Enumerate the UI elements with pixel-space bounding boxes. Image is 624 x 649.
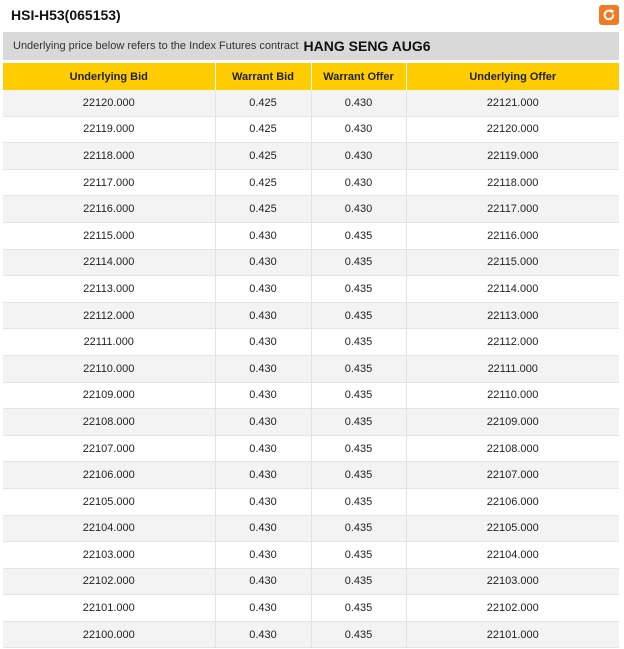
warrant-bid-cell: 0.430 [215, 382, 311, 409]
price-table [3, 63, 619, 648]
warrant-bid-cell: 0.430 [215, 568, 311, 595]
warrant-offer-cell: 0.430 [311, 116, 406, 143]
underlying-bid-cell: 22104.000 [3, 515, 215, 542]
table-row [3, 276, 619, 303]
underlying-note-text: Underlying price below refers to the Index Futures contract [13, 40, 299, 52]
warrant-bid-cell: 0.430 [215, 276, 311, 303]
warrant-bid-cell: 0.425 [215, 143, 311, 170]
underlying-bid-cell: 22101.000 [3, 595, 215, 622]
table-row [3, 169, 619, 196]
table-row [3, 435, 619, 462]
underlying-offer-cell: 22113.000 [406, 302, 619, 329]
underlying-bid-cell: 22108.000 [3, 409, 215, 436]
warrant-offer-cell: 0.435 [311, 302, 406, 329]
warrant-offer-cell: 0.435 [311, 382, 406, 409]
warrant-offer-cell: 0.435 [311, 595, 406, 622]
table-row [3, 249, 619, 276]
column-header-warrant-offer: Warrant Offer [311, 63, 406, 90]
table-row [3, 116, 619, 143]
underlying-bid-cell: 22118.000 [3, 143, 215, 170]
table-header-row [3, 63, 619, 90]
underlying-offer-cell: 22120.000 [406, 116, 619, 143]
warrant-offer-cell: 0.435 [311, 568, 406, 595]
underlying-offer-cell: 22114.000 [406, 276, 619, 303]
warrant-bid-cell: 0.430 [215, 462, 311, 489]
underlying-offer-cell: 22110.000 [406, 382, 619, 409]
warrant-offer-cell: 0.435 [311, 276, 406, 303]
warrant-offer-cell: 0.435 [311, 515, 406, 542]
underlying-bid-cell: 22111.000 [3, 329, 215, 356]
table-row [3, 488, 619, 515]
warrant-bid-cell: 0.425 [215, 116, 311, 143]
underlying-offer-cell: 22116.000 [406, 222, 619, 249]
warrant-offer-cell: 0.435 [311, 488, 406, 515]
table-row [3, 329, 619, 356]
underlying-offer-cell: 22105.000 [406, 515, 619, 542]
underlying-offer-cell: 22112.000 [406, 329, 619, 356]
warrant-offer-cell: 0.435 [311, 222, 406, 249]
underlying-bid-cell: 22115.000 [3, 222, 215, 249]
table-row [3, 515, 619, 542]
table-body [3, 90, 619, 648]
underlying-offer-cell: 22115.000 [406, 249, 619, 276]
table-row [3, 143, 619, 170]
underlying-offer-cell: 22104.000 [406, 542, 619, 569]
table-row [3, 355, 619, 382]
warrant-bid-cell: 0.430 [215, 249, 311, 276]
warrant-bid-cell: 0.430 [215, 595, 311, 622]
column-header-underlying-offer: Underlying Offer [406, 63, 619, 90]
warrant-bid-cell: 0.430 [215, 621, 311, 648]
underlying-bid-cell: 22114.000 [3, 249, 215, 276]
warrant-offer-cell: 0.430 [311, 90, 406, 116]
futures-contract-name: HANG SENG AUG6 [303, 38, 431, 54]
refresh-button[interactable] [599, 5, 619, 25]
underlying-offer-cell: 22102.000 [406, 595, 619, 622]
warrant-offer-cell: 0.435 [311, 329, 406, 356]
underlying-bid-cell: 22113.000 [3, 276, 215, 303]
underlying-offer-cell: 22119.000 [406, 143, 619, 170]
table-row [3, 382, 619, 409]
warrant-bid-cell: 0.430 [215, 329, 311, 356]
warrant-bid-cell: 0.430 [215, 542, 311, 569]
warrant-bid-cell: 0.425 [215, 169, 311, 196]
warrant-offer-cell: 0.435 [311, 462, 406, 489]
table-row [3, 302, 619, 329]
underlying-bid-cell: 22119.000 [3, 116, 215, 143]
underlying-offer-cell: 22118.000 [406, 169, 619, 196]
underlying-offer-cell: 22111.000 [406, 355, 619, 382]
table-row [3, 90, 619, 116]
table-row [3, 196, 619, 223]
underlying-bid-cell: 22110.000 [3, 355, 215, 382]
table-row [3, 568, 619, 595]
table-row [3, 595, 619, 622]
table-row [3, 409, 619, 436]
title-bar [0, 0, 624, 32]
warrant-bid-cell: 0.430 [215, 409, 311, 436]
warrant-bid-cell: 0.430 [215, 355, 311, 382]
underlying-bid-cell: 22106.000 [3, 462, 215, 489]
warrant-offer-cell: 0.435 [311, 249, 406, 276]
underlying-bid-cell: 22107.000 [3, 435, 215, 462]
page-title: HSI-H53(065153) [11, 7, 121, 23]
warrant-bid-cell: 0.430 [215, 515, 311, 542]
warrant-offer-cell: 0.435 [311, 409, 406, 436]
warrant-offer-cell: 0.430 [311, 196, 406, 223]
underlying-bid-cell: 22117.000 [3, 169, 215, 196]
column-header-underlying-bid: Underlying Bid [3, 63, 215, 90]
underlying-offer-cell: 22103.000 [406, 568, 619, 595]
warrant-bid-cell: 0.430 [215, 435, 311, 462]
refresh-icon [602, 8, 616, 22]
underlying-bid-cell: 22105.000 [3, 488, 215, 515]
underlying-bid-cell: 22100.000 [3, 621, 215, 648]
warrant-bid-cell: 0.430 [215, 488, 311, 515]
warrant-bid-cell: 0.430 [215, 302, 311, 329]
underlying-bid-cell: 22103.000 [3, 542, 215, 569]
underlying-bid-cell: 22112.000 [3, 302, 215, 329]
underlying-offer-cell: 22117.000 [406, 196, 619, 223]
underlying-offer-cell: 22121.000 [406, 90, 619, 116]
table-row [3, 462, 619, 489]
underlying-bid-cell: 22109.000 [3, 382, 215, 409]
warrant-offer-cell: 0.435 [311, 435, 406, 462]
warrant-offer-cell: 0.435 [311, 621, 406, 648]
warrant-bid-cell: 0.425 [215, 90, 311, 116]
table-row [3, 621, 619, 648]
table-row [3, 542, 619, 569]
underlying-bid-cell: 22102.000 [3, 568, 215, 595]
warrant-offer-cell: 0.430 [311, 169, 406, 196]
warrant-offer-cell: 0.435 [311, 542, 406, 569]
underlying-offer-cell: 22101.000 [406, 621, 619, 648]
column-header-warrant-bid: Warrant Bid [215, 63, 311, 90]
warrant-offer-cell: 0.435 [311, 355, 406, 382]
underlying-offer-cell: 22108.000 [406, 435, 619, 462]
underlying-note [3, 32, 619, 60]
underlying-bid-cell: 22116.000 [3, 196, 215, 223]
underlying-offer-cell: 22107.000 [406, 462, 619, 489]
underlying-offer-cell: 22106.000 [406, 488, 619, 515]
table-row [3, 222, 619, 249]
warrant-bid-cell: 0.425 [215, 196, 311, 223]
underlying-bid-cell: 22120.000 [3, 90, 215, 116]
warrant-offer-cell: 0.430 [311, 143, 406, 170]
underlying-offer-cell: 22109.000 [406, 409, 619, 436]
warrant-bid-cell: 0.430 [215, 222, 311, 249]
